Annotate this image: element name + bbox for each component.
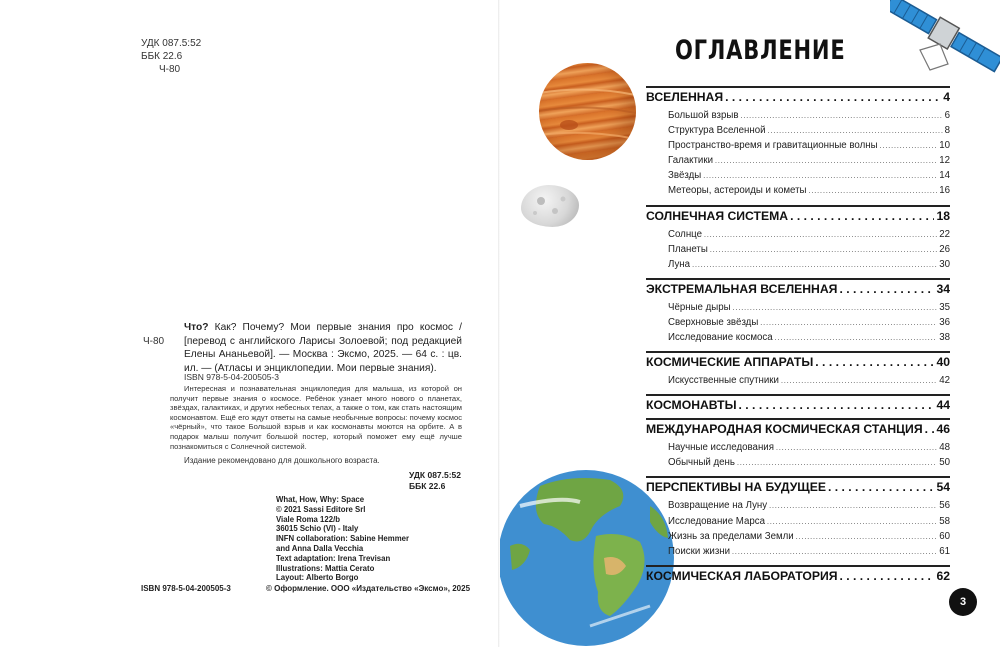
toc-item-row[interactable] xyxy=(646,110,950,125)
toc-item-row[interactable] xyxy=(646,516,950,531)
toc-section-title: ЭКСТРЕМАЛЬНАЯ ВСЕЛЕННАЯ xyxy=(646,281,838,296)
toc-section-title: КОСМИЧЕСКАЯ ЛАБОРАТОРИЯ xyxy=(646,568,838,583)
toc-section-row[interactable] xyxy=(646,353,950,375)
toc-item-title: Сверхновые звёзды xyxy=(668,316,759,328)
author-mark-code: Ч-80 xyxy=(159,64,181,75)
toc-item-row[interactable] xyxy=(646,442,950,457)
toc-item-page: 61 xyxy=(939,545,950,557)
udk-block-bottom xyxy=(409,470,461,492)
toc-item-page: 6 xyxy=(944,110,950,121)
dot-leader xyxy=(839,569,934,583)
dot-leader xyxy=(737,457,937,468)
toc-item-row[interactable] xyxy=(646,185,950,200)
dot-leader xyxy=(880,140,938,151)
toc-section-row[interactable] xyxy=(646,88,950,110)
toc-section-title: СОЛНЕЧНАЯ СИСТЕМА xyxy=(646,208,789,223)
toc-item-page: 48 xyxy=(939,442,950,454)
jupiter-illustration xyxy=(539,63,636,160)
dot-leader xyxy=(703,170,937,181)
toc-item-row[interactable] xyxy=(646,259,950,274)
toc-item-page: 38 xyxy=(939,332,950,344)
toc-section-row[interactable] xyxy=(646,396,950,418)
toc-item-title: Возвращение на Луну xyxy=(668,500,768,512)
author-mark: Ч-80 xyxy=(143,336,165,347)
toc-section-title: КОСМОНАВТЫ xyxy=(646,398,737,413)
isbn-line: ISBN 978-5-04-200505-3 xyxy=(184,372,279,382)
toc-item-page: 22 xyxy=(939,228,950,240)
toc-item-title: Исследование космоса xyxy=(668,332,773,344)
udk-block-top xyxy=(141,37,201,76)
toc-item-page: 35 xyxy=(939,301,950,313)
toc-item-title: Пространство-время и гравитационные волны xyxy=(668,140,878,152)
dot-leader xyxy=(809,185,938,196)
toc-section-page: 62 xyxy=(936,568,950,583)
toc-item-page: 8 xyxy=(944,125,950,137)
toc-item-page: 50 xyxy=(939,457,950,469)
toc-item-row[interactable] xyxy=(646,500,950,515)
biblio-title: Что? xyxy=(184,322,209,333)
toc-item-title: Обычный день xyxy=(668,457,735,469)
toc-section-title: КОСМИЧЕСКИЕ АППАРАТЫ xyxy=(646,355,814,370)
dot-leader xyxy=(767,516,937,527)
dot-leader xyxy=(790,209,934,223)
toc-section-title: ВСЕЛЕННАЯ xyxy=(646,90,724,104)
toc-item-page: 58 xyxy=(939,515,950,527)
credit-line: © 2021 Sassi Editore Srl xyxy=(276,504,366,514)
dot-leader xyxy=(760,317,937,328)
toc-item-title: Искусственные спутники xyxy=(668,375,779,387)
dot-leader xyxy=(704,229,937,240)
dot-leader xyxy=(733,302,938,313)
isbn-bottom: ISBN 978-5-04-200505-3 xyxy=(141,584,231,593)
toc-section-row[interactable] xyxy=(646,420,950,442)
credit-line: Text adaptation: Irena Trevisan xyxy=(276,553,391,563)
toc-item-page: 14 xyxy=(939,170,950,182)
credits-block xyxy=(276,495,409,583)
toc-section-row[interactable] xyxy=(646,280,950,302)
dot-leader xyxy=(781,375,937,386)
toc-item-page: 10 xyxy=(939,140,950,152)
dot-leader xyxy=(768,125,943,136)
toc-item-title: Метеоры, астероиды и кометы xyxy=(668,185,807,197)
toc-item-title: Галактики xyxy=(668,155,713,167)
dot-leader xyxy=(692,259,937,270)
biblio-text: Как? Почему? Мои первые знания про космос / [перевод с английского Ларисы Золоевой; под редакцией Елены Ананьевой]. — Москва : Эксмо, 2025. — 64 с. : цв. ил. — (Атласы и энциклопедии. Мои первые знания). xyxy=(184,322,462,374)
dot-leader xyxy=(710,244,937,255)
toc-section-title: МЕЖДУНАРОДНАЯ КОСМИЧЕСКАЯ СТАНЦИЯ xyxy=(646,422,923,437)
toc-item-row[interactable] xyxy=(646,531,950,546)
asteroid-illustration xyxy=(521,185,579,227)
toc-item-title: Планеты xyxy=(668,243,708,255)
bbk-code-bottom: ББК 22.6 xyxy=(409,481,446,491)
credit-line: and Anna Dalla Vecchia xyxy=(276,543,364,553)
udk-code-bottom: УДК 087.5:52 xyxy=(409,470,462,480)
dot-leader xyxy=(739,398,935,412)
toc-item-row[interactable] xyxy=(646,332,950,347)
dot-leader xyxy=(725,90,941,104)
udk-code: УДК 087.5:52 xyxy=(141,38,202,49)
toc-section-page: 4 xyxy=(943,90,950,104)
credit-line: Illustrations: Mattia Cerato xyxy=(276,563,375,573)
table-of-contents xyxy=(646,86,950,589)
toc-item-row[interactable] xyxy=(646,244,950,259)
dot-leader xyxy=(815,355,934,369)
toc-item-row[interactable] xyxy=(646,457,950,472)
toc-item-page: 36 xyxy=(939,316,950,328)
dot-leader xyxy=(740,110,942,121)
copyright-line: © Оформление. ООО «Издательство «Эксмо», 2025 xyxy=(266,584,471,593)
dot-leader xyxy=(839,282,934,296)
bibliographic-record xyxy=(184,321,462,375)
toc-item-title: Чёрные дыры xyxy=(668,301,731,313)
credit-line: INFN collaboration: Sabine Hemmer xyxy=(276,534,410,544)
toc-item-title: Большой взрыв xyxy=(668,110,739,121)
toc-section-row[interactable] xyxy=(646,207,950,229)
toc-item-row[interactable] xyxy=(646,125,950,140)
toc-section-page: 34 xyxy=(936,281,950,296)
dot-leader xyxy=(776,442,937,453)
satellite-illustration xyxy=(890,0,1000,80)
toc-item-title: Жизнь за пределами Земли xyxy=(668,530,794,542)
toc-item-title: Поиски жизни xyxy=(668,545,731,557)
dot-leader xyxy=(796,531,938,542)
toc-item-row[interactable] xyxy=(646,302,950,317)
toc-item-page: 56 xyxy=(939,500,950,512)
bbk-code: ББК 22.6 xyxy=(141,51,183,62)
toc-item-title: Луна xyxy=(668,258,691,270)
toc-item-title: Научные исследования xyxy=(668,442,774,454)
credit-line: 36015 Schio (VI) - Italy xyxy=(276,524,359,534)
toc-item-page: 30 xyxy=(939,258,950,270)
toc-item-page: 60 xyxy=(939,530,950,542)
toc-item-row[interactable] xyxy=(646,155,950,170)
toc-section-row[interactable] xyxy=(646,567,950,589)
dot-leader xyxy=(769,500,937,511)
toc-item-row[interactable] xyxy=(646,375,950,390)
toc-section-page: 54 xyxy=(936,480,950,495)
toc-section-page: 18 xyxy=(936,208,950,223)
toc-item-row[interactable] xyxy=(646,140,950,155)
toc-section-page: 40 xyxy=(936,355,950,370)
credit-line: Viale Roma 122/b xyxy=(276,514,340,524)
toc-section-page: 44 xyxy=(936,398,950,413)
credit-line: Layout: Alberto Borgo xyxy=(276,573,359,583)
credit-line: What, How, Why: Space xyxy=(276,495,365,504)
toc-item-title: Исследование Марса xyxy=(668,515,765,527)
toc-section-title: ПЕРСПЕКТИВЫ НА БУДУЩЕЕ xyxy=(646,480,826,495)
toc-section-page: 46 xyxy=(936,422,950,437)
toc-item-page: 12 xyxy=(939,155,950,167)
dot-leader xyxy=(828,480,934,494)
toc-item-row[interactable] xyxy=(646,229,950,244)
toc-item-page: 42 xyxy=(939,375,950,387)
toc-item-page: 26 xyxy=(939,243,950,255)
toc-item-title: Структура Вселенной xyxy=(668,125,766,137)
toc-item-row[interactable] xyxy=(646,170,950,185)
toc-item-row[interactable] xyxy=(646,317,950,332)
toc-section-row[interactable] xyxy=(646,478,950,500)
toc-item-page: 16 xyxy=(939,185,950,197)
toc-title: ОГЛАВЛЕНИЕ xyxy=(675,35,846,66)
dot-leader xyxy=(732,546,937,557)
toc-item-title: Звёзды xyxy=(668,170,702,182)
dot-leader xyxy=(925,422,935,436)
page-number-badge: 3 xyxy=(949,588,977,616)
toc-item-title: Солнце xyxy=(668,228,703,240)
dot-leader xyxy=(715,155,937,166)
age-note: Издание рекомендовано для дошкольного возраста. xyxy=(184,456,380,465)
toc-item-row[interactable] xyxy=(646,546,950,561)
annotation-text: Интересная и познавательная энциклопедия для малыша, из которой он получит первые знания о космосе. Ребёнок узнает много нового о планетах, звёздах, галактиках, и других небесных телах, а также о том, как стать настоящим космонавтом. Ещё его ждут ответы на самые необычные вопросы: почему космос «чёрный», что такое Большой взрыв и как космонавты моются на орбите. А в подарок малыш получит большой постер, который поможет ему ещё лучше познакомиться с Солнечной системой. xyxy=(170,384,462,451)
dot-leader xyxy=(775,332,938,343)
